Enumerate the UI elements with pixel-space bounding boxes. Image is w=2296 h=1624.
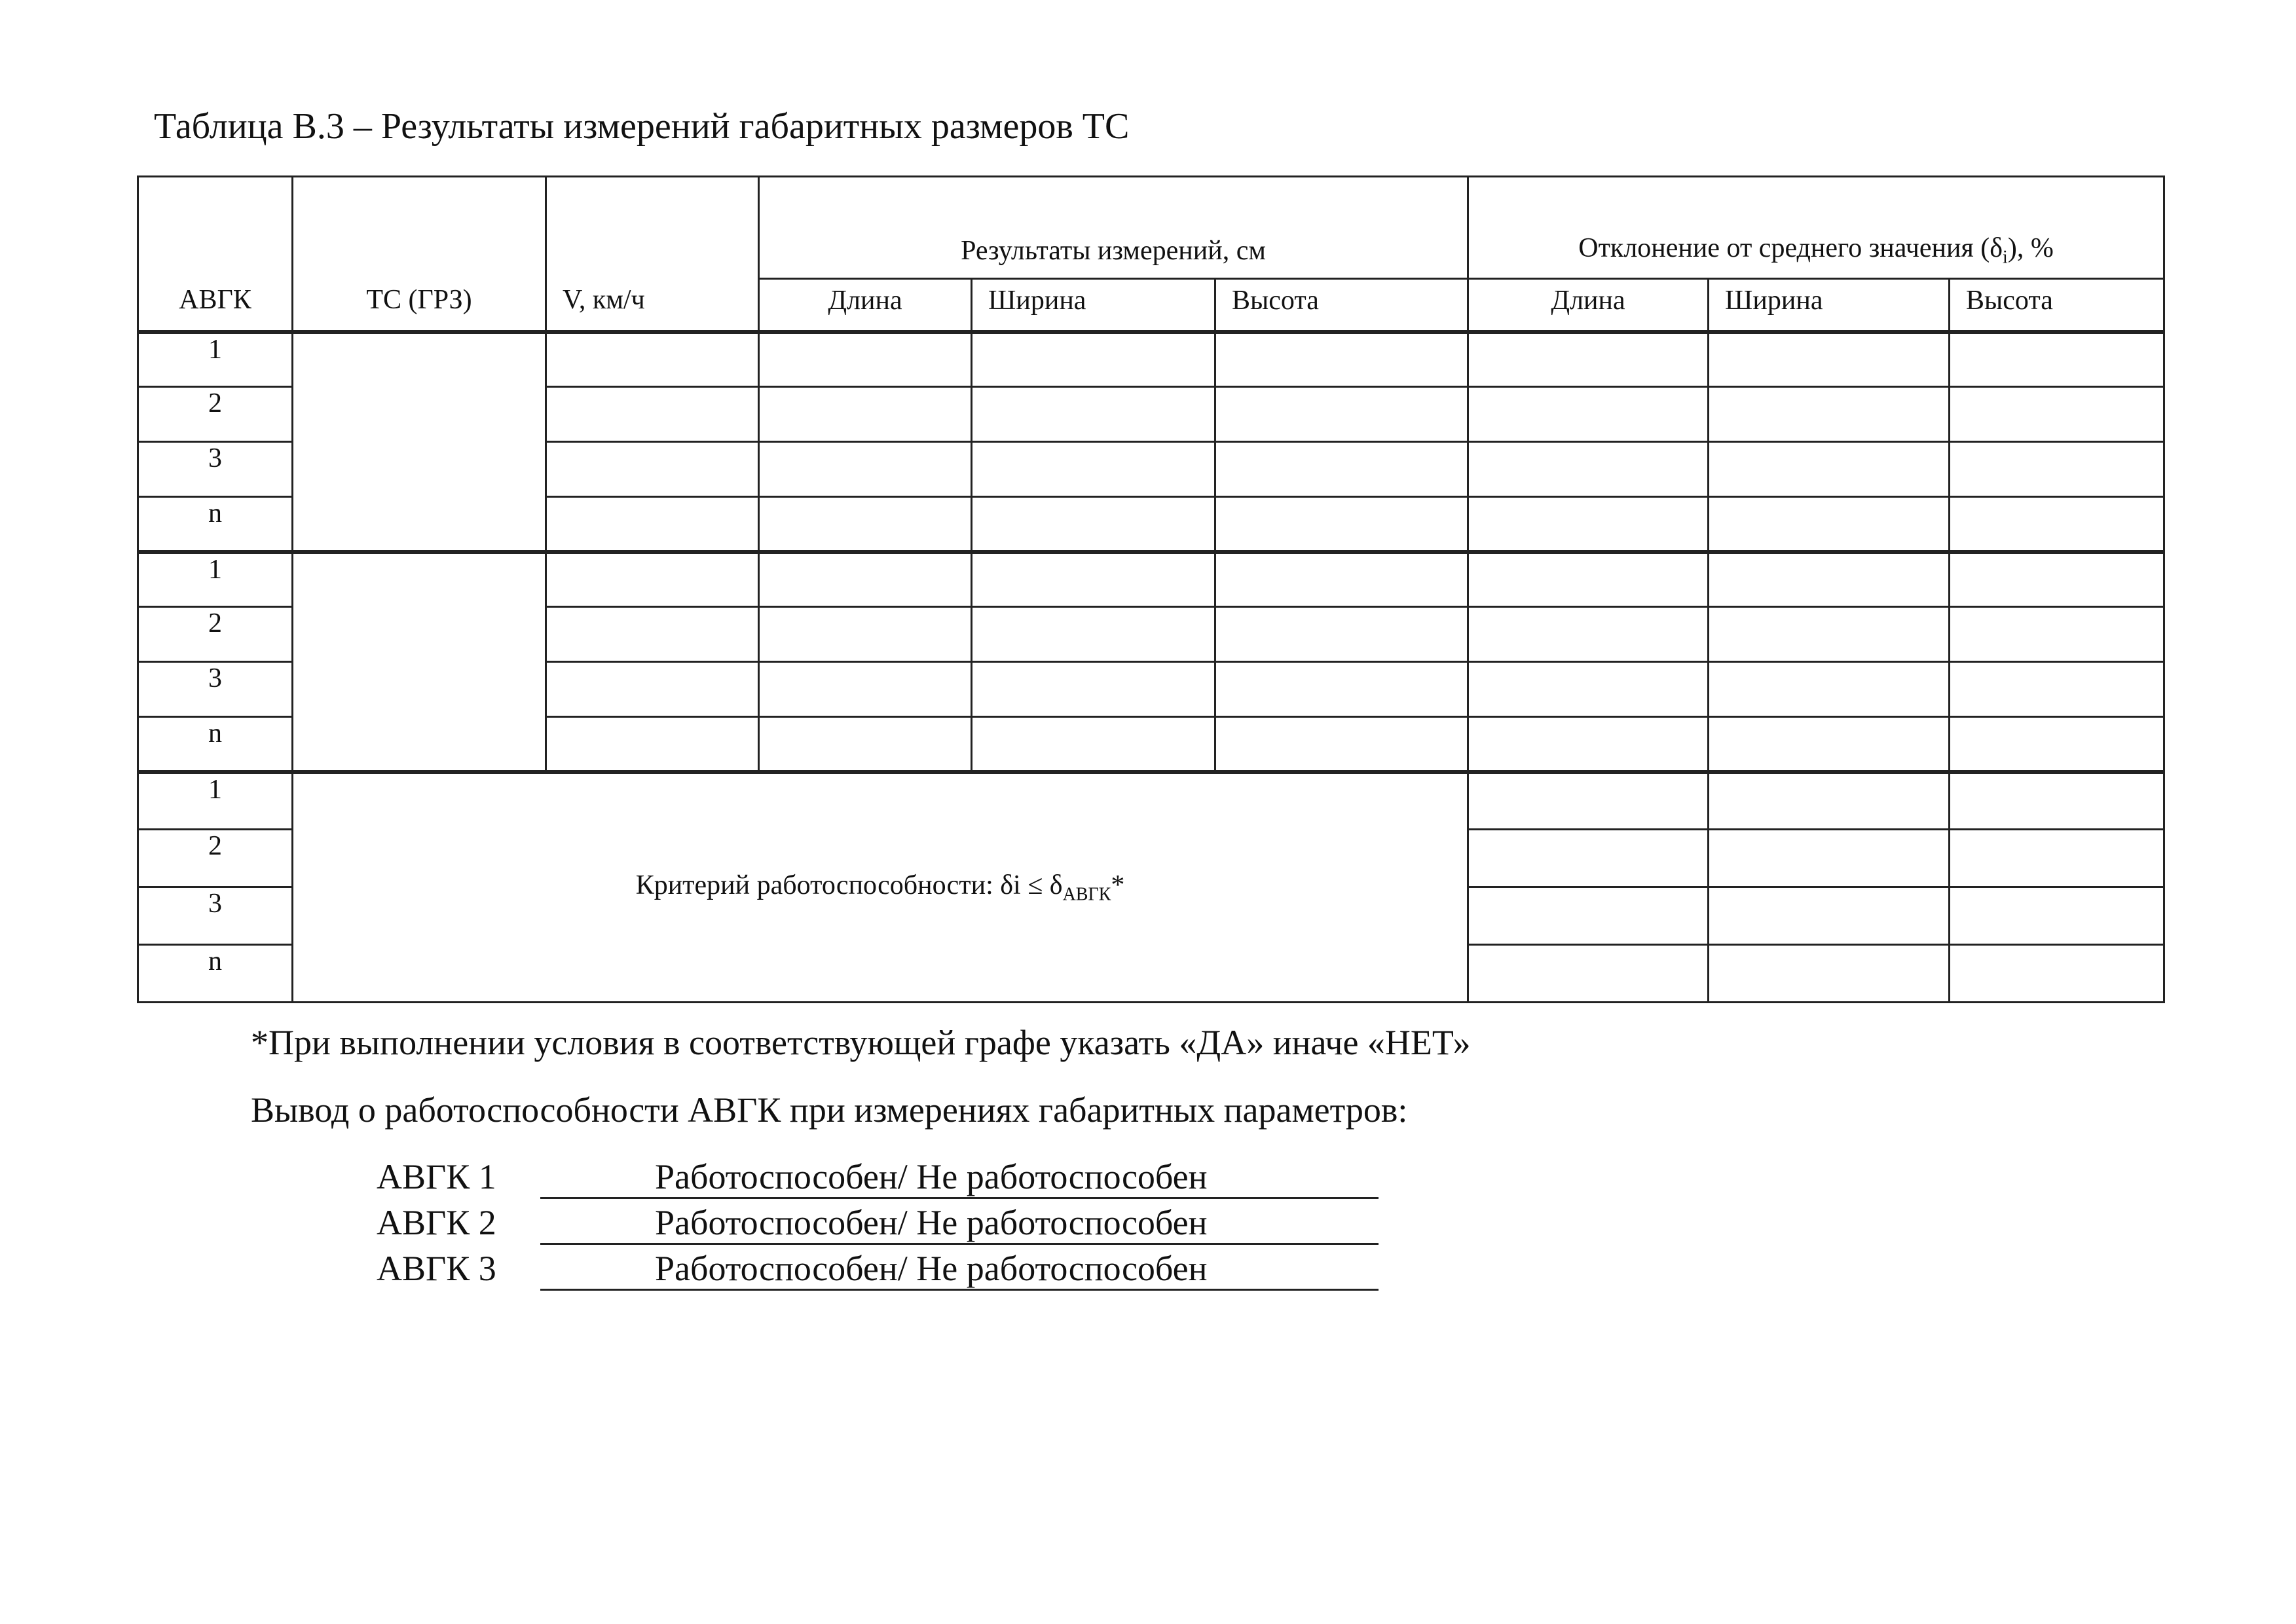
cell [1950, 552, 2164, 607]
row-label: 2 [138, 387, 293, 442]
cell [546, 497, 759, 552]
cell [759, 717, 972, 772]
cell [1215, 387, 1468, 442]
cell [759, 332, 972, 387]
cell [1468, 607, 1709, 662]
cell [1468, 717, 1709, 772]
cell [1950, 607, 2164, 662]
cell [972, 332, 1215, 387]
cell [1709, 772, 1950, 830]
table-row [138, 772, 2164, 830]
cell [1215, 442, 1468, 497]
cell [1709, 497, 1950, 552]
cell [1950, 497, 2164, 552]
cell [1468, 830, 1709, 887]
cell [972, 497, 1215, 552]
cell [972, 607, 1215, 662]
row-label: n [138, 945, 293, 1003]
row-label: 3 [138, 442, 293, 497]
header-results-length: Длина [759, 279, 972, 332]
cell [1950, 442, 2164, 497]
row-label: n [138, 497, 293, 552]
cell [972, 552, 1215, 607]
cell [1468, 332, 1709, 387]
cell [1709, 887, 1950, 945]
conclusion-answer: Работоспособен/ Не работоспособен [655, 1249, 1208, 1288]
cell [759, 662, 972, 717]
cell [546, 332, 759, 387]
header-deviation-width: Ширина [1709, 279, 1950, 332]
conclusion-label: АВГК 3 [377, 1249, 496, 1288]
row-label: 3 [138, 662, 293, 717]
table-row [138, 552, 2164, 607]
header-results-group: Результаты измерений, см [759, 177, 1468, 279]
conclusion-label: АВГК 1 [377, 1157, 496, 1196]
cell [1468, 497, 1709, 552]
cell [546, 662, 759, 717]
conclusion-label: АВГК 2 [377, 1203, 496, 1242]
cell [1709, 717, 1950, 772]
cell [1468, 387, 1709, 442]
cell [1950, 945, 2164, 1003]
cell [546, 717, 759, 772]
cell [759, 442, 972, 497]
cell [1709, 662, 1950, 717]
cell [972, 387, 1215, 442]
row-label: n [138, 717, 293, 772]
cell [1950, 332, 2164, 387]
table-caption: Таблица В.3 – Результаты измерений габаритных размеров ТС [154, 106, 1130, 147]
cell [759, 552, 972, 607]
cell [759, 387, 972, 442]
cell [1709, 830, 1950, 887]
header-speed: V, км/ч [546, 177, 759, 332]
row-label: 1 [138, 772, 293, 830]
cell [546, 387, 759, 442]
cell [759, 607, 972, 662]
cell [1215, 552, 1468, 607]
row-label: 2 [138, 830, 293, 887]
cell [1215, 717, 1468, 772]
cell [1468, 887, 1709, 945]
cell [972, 662, 1215, 717]
cell [1950, 887, 2164, 945]
cell [1215, 662, 1468, 717]
cell [1709, 332, 1950, 387]
cell [1950, 387, 2164, 442]
cell [972, 717, 1215, 772]
conclusion-answer-field [540, 1159, 1379, 1199]
cell [546, 552, 759, 607]
criterion-cell: Критерий работоспособности: $\delta i \le \delta_{АВГК}*$ [293, 772, 1468, 1003]
cell [546, 607, 759, 662]
cell [1950, 662, 2164, 717]
ts-cell [293, 332, 546, 552]
conclusion-answer-field [540, 1205, 1379, 1245]
cell [1468, 442, 1709, 497]
cell [972, 442, 1215, 497]
header-deviation-height: Высота [1950, 279, 2164, 332]
cell [546, 442, 759, 497]
table-row [138, 332, 2164, 387]
header-results-height: Высота [1215, 279, 1468, 332]
cell [1709, 442, 1950, 497]
cell [1709, 552, 1950, 607]
cell [1215, 497, 1468, 552]
cell [1709, 607, 1950, 662]
row-label: 2 [138, 607, 293, 662]
conclusion-answer: Работоспособен/ Не работоспособен [655, 1203, 1208, 1242]
measurement-table [137, 175, 2165, 1003]
conclusion-answer: Работоспособен/ Не работоспособен [655, 1157, 1208, 1196]
footnote: *При выполнении условия в соответствующей графе указать «ДА» иначе «НЕТ» [251, 1023, 1471, 1062]
cell [1950, 772, 2164, 830]
conclusion-heading: Вывод о работоспособности АВГК при измерениях габаритных параметров: [251, 1090, 1408, 1130]
header-results-width: Ширина [972, 279, 1215, 332]
cell [1709, 387, 1950, 442]
ts-cell [293, 552, 546, 772]
cell [759, 497, 972, 552]
conclusion-answer-field [540, 1251, 1379, 1291]
row-label: 3 [138, 887, 293, 945]
cell [1215, 332, 1468, 387]
cell [1468, 945, 1709, 1003]
cell [1215, 607, 1468, 662]
header-deviation-group: Отклонение от среднего значения $(\delta_i)$, % [1468, 177, 2164, 279]
header-avgk: АВГК [138, 177, 293, 332]
cell [1950, 830, 2164, 887]
header-deviation-length: Длина [1468, 279, 1709, 332]
cell [1709, 945, 1950, 1003]
cell [1950, 717, 2164, 772]
cell [1468, 662, 1709, 717]
row-label: 1 [138, 332, 293, 387]
cell [1468, 552, 1709, 607]
row-label: 1 [138, 552, 293, 607]
header-ts: ТС (ГРЗ) [293, 177, 546, 332]
cell [1468, 772, 1709, 830]
